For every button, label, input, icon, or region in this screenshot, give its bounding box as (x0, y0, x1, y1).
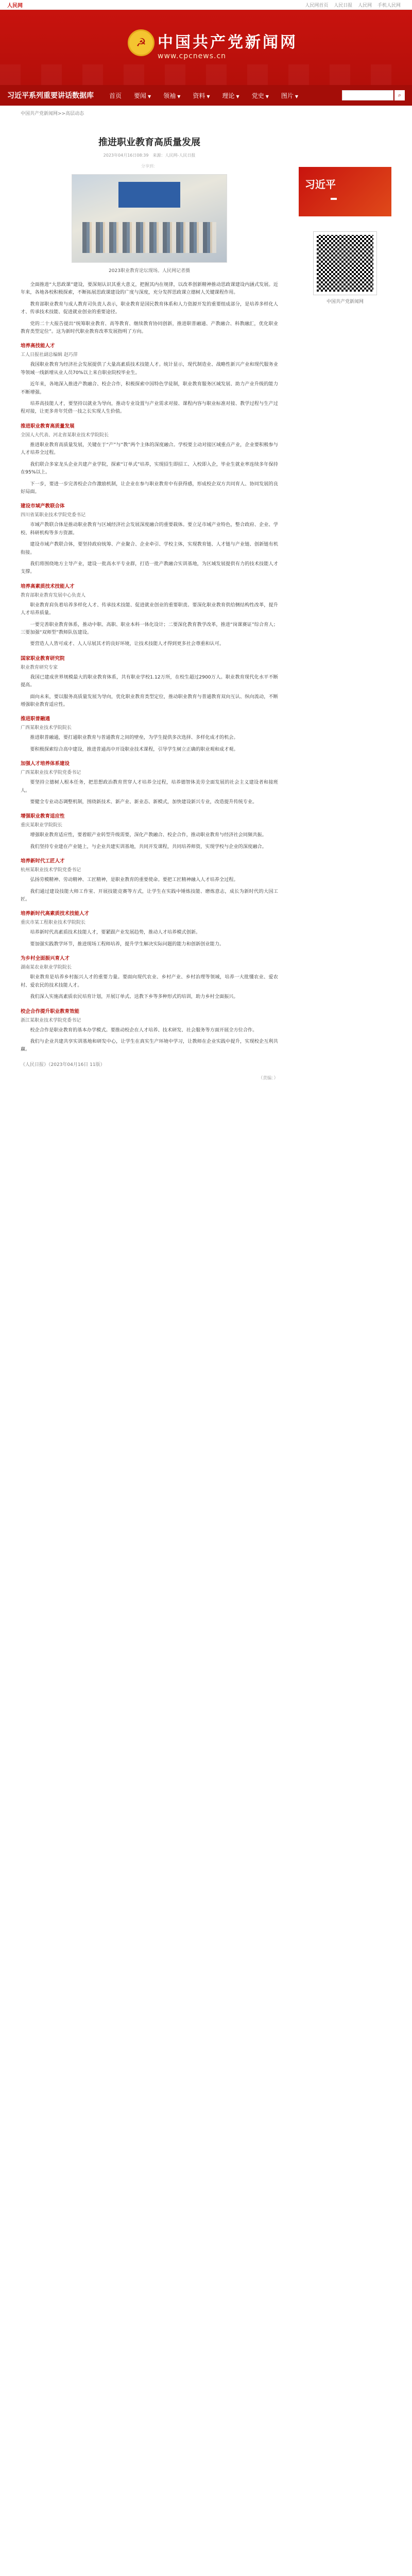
section-paragraph: 我们与企业共建共享实训基地和研发中心，让学生在真实生产环境中学习，让教师在企业实践中提升，实现校企互利共赢。 (21, 1038, 278, 1053)
site-url: www.cpcnews.cn (158, 52, 227, 60)
section-paragraph: 近年来，各地深入推进产教融合、校企合作，积极探索中国特色学徒制，职业教育服务区域发展、助力产业升级的能力不断增强。 (21, 381, 278, 395)
nav-brand[interactable]: 习近平系列重要讲话数据库 (7, 92, 94, 100)
site-title[interactable]: 中国共产党新闻网 (158, 33, 298, 52)
section-paragraph: 职业教育肩负着培养多样化人才、传承技术技能、促进就业创业的重要职责。要深化职业教育供给侧结构性改革，提升人才培养质量。 (21, 602, 278, 616)
nav-label: 首页 (109, 92, 122, 99)
section-paragraph: 推进职业教育高质量发展，关键在于“产”与“教”两个主体的深度融合。学校要主动对接区域重点产业，企业要积极参与人才培养全过程。 (21, 442, 278, 456)
section-title: 培养高技能人才 (21, 343, 55, 349)
section-author: 重庆市某工程职业技术学院院长 (21, 920, 86, 926)
source-line: 《人民日报》（2023年04月16日 11版） (21, 1062, 105, 1067)
section-title: 培养新时代高素质技术技能人才 (21, 911, 90, 917)
section-paragraph: 增强职业教育适应性，要着眼产业转型升级需要，深化产教融合、校企合作，推动职业教育与经济社会同频共振。 (30, 832, 267, 838)
main-nav (0, 85, 412, 106)
section-title: 国家职业教育研究院 (21, 655, 65, 662)
section-title: 推进职普融通 (21, 716, 50, 722)
chevron-down-icon: ▼ (295, 94, 299, 99)
section-title: 为乡村全面振兴育人才 (21, 956, 70, 962)
section-paragraph: 建设市域产教联合体，要坚持政府统筹、产业聚合、企业牵引、学校主体，实现教育链、人才链与产业链、创新链有机衔接。 (21, 541, 278, 555)
site-banner (0, 10, 412, 85)
section-paragraph: 职业教育是培养乡村振兴人才的重要力量。要面向现代农业、乡村产业、乡村治理等领域，培养一大批懂农业、爱农村、爱农民的技术技能人才。 (21, 974, 278, 988)
chevron-down-icon: ▼ (236, 94, 239, 99)
article-paragraph: 教育部职业教育与成人教育司负责人表示，职业教育是国民教育体系和人力资源开发的重要组成部分，是培养多样化人才、传承技术技能、促进就业创业的重要途径。 (21, 301, 278, 315)
nav-item-history[interactable] (252, 91, 269, 100)
section-author: 职业教育研究专家 (21, 665, 58, 670)
article-sections (21, 342, 278, 1053)
section-paragraph: 要坚持立德树人根本任务，把思想政治教育贯穿人才培养全过程，培养德智体美劳全面发展的社会主义建设者和接班人。 (21, 779, 278, 793)
photo-caption: 2023职业教育论坛现场。人民网记者摄 (109, 268, 190, 274)
search-icon[interactable]: ⌕ (394, 90, 405, 100)
nav-item-leader[interactable] (163, 91, 180, 100)
section-author: 教育部职业教育发展中心负责人 (21, 592, 86, 598)
section-author: 工人日报社副总编辑 赵巧萍 (21, 352, 78, 358)
topbar-link-3[interactable]: 人民网 (358, 3, 372, 8)
party-emblem-icon: ☭ (128, 29, 154, 56)
photo-audience (82, 222, 216, 253)
section-paragraph: 市域产教联合体是推动职业教育与区域经济社会发展深度融合的重要载体。要立足市域产业特色，整合政府、企业、学校、科研机构等多方资源。 (21, 522, 278, 536)
section-paragraph: 我国已建成世界规模最大的职业教育体系，共有职业学校1.12万所，在校生超过2900万人。职业教育现代化水平不断提高。 (21, 674, 278, 688)
article-paragraph: 党的二十大报告提出“统筹职业教育、高等教育、继续教育协同创新，推进职普融通、产教融合、科教融汇，优化职业教育类型定位”。这为新时代职业教育改革发展指明了方向。 (21, 320, 278, 335)
section-paragraph: 要健全专业动态调整机制，围绕新技术、新产业、新业态、新模式，加快建设新兴专业，改造提升传统专业。 (30, 799, 258, 805)
nav-item-news[interactable] (134, 91, 151, 100)
article-paragraph: 全面推进“大思政课”建设，要深刻认识其重大意义，把握其内在规律，以改革创新精神推动思政课建设内涵式发展。近年来，各地各校积极探索，不断拓展思政课建设的广度与深度，充分发挥思政课立德树人关键课程作用。 (21, 282, 278, 296)
section-paragraph: 推进职普融通，要打通职业教育与普通教育之间的壁垒，为学生提供多次选择、多样化成才的机会。 (30, 735, 238, 741)
qr-label: 中国共产党新闻网 (326, 299, 364, 304)
nav-label: 要闻 (134, 92, 147, 99)
section-paragraph: 我们联合多家龙头企业共建产业学院，探索“订单式”培养，实现招生即招工、入校即入企，毕业生就业率连续多年保持在95%以上。 (21, 461, 278, 476)
section-title: 加强人才培养体系建设 (21, 761, 70, 767)
article-photo (72, 174, 227, 263)
sidebar (299, 121, 391, 1081)
section-paragraph: 面向未来，要以服务高质量发展为导向，优化职业教育类型定位，推动职业教育与普通教育双向互认、纵向流动，不断增强职业教育适应性。 (21, 693, 278, 707)
nav-item-data[interactable] (193, 91, 210, 100)
section-author: 杭州某职业技术学院党委书记 (21, 868, 81, 873)
section-paragraph: 我国职业教育为经济社会发展提供了大量高素质技术技能人才。统计显示，现代制造业、战略性新兴产业和现代服务业等领域一线新增从业人员70%以上来自职业院校毕业生。 (21, 362, 278, 376)
nav-label: 资料 (193, 92, 205, 99)
section-title: 培养新时代工匠人才 (21, 858, 65, 865)
nav-item-photos[interactable] (281, 91, 298, 100)
editor-line: （责编：） (258, 1075, 278, 1081)
section-paragraph: 培养新时代高素质技术技能人才，要紧跟产业发展趋势，推动人才培养模式创新。 (30, 929, 201, 936)
sidebar-card-title: 习近平 (305, 178, 336, 191)
people-logo[interactable]: 人民网 (7, 3, 23, 9)
section-author: 浙江某职业技术学院党委书记 (21, 1018, 81, 1023)
section-author: 全国人大代表、河北省某职业技术学院院长 (21, 432, 109, 438)
section-title: 建设市域产教联合体 (21, 503, 65, 510)
article-title: 推进职业教育高质量发展 (98, 137, 200, 148)
article-meta: 2023年04月16日08:39 来源：人民网-人民日报 (103, 153, 196, 158)
section-title: 推进职业教育高质量发展 (21, 423, 75, 429)
chevron-down-icon: ▼ (177, 94, 181, 99)
section-title: 增强职业教育适应性 (21, 814, 65, 820)
sidebar-card-sub (331, 198, 337, 200)
section-paragraph: 要营造人人皆可成才、人人尽展其才的良好环境，让技术技能人才得到更多社会尊重和认可。 (30, 641, 225, 647)
section-author: 四川省某职业技术学院党委书记 (21, 513, 86, 518)
nav-item-theory[interactable] (222, 91, 239, 100)
share-tools[interactable]: 分享到： (141, 164, 158, 168)
topbar-links (305, 2, 405, 8)
content-wrap (0, 121, 412, 1081)
topbar-link-2[interactable]: 人民日报 (334, 3, 353, 8)
banner-decoration (0, 64, 412, 85)
article-main (21, 121, 278, 1081)
nav-label: 理论 (222, 92, 235, 99)
sidebar-feature-card[interactable] (299, 167, 391, 216)
section-author: 广西某职业技术学院党委书记 (21, 770, 81, 776)
nav-item-home[interactable] (109, 91, 122, 100)
section-paragraph: 我们通过建设技能大师工作室、开展技能竞赛等方式，让学生在实践中锤炼技能、磨炼意志，成长为新时代的大国工匠。 (21, 888, 278, 903)
section-author: 重庆某职业学院院长 (21, 823, 63, 828)
section-title: 培养高素质技术技能人才 (21, 583, 75, 589)
nav-label: 领袖 (163, 92, 176, 99)
section-author: 湖南某农业职业学院院长 (21, 965, 72, 971)
topbar-link-4[interactable]: 手机人民网 (377, 3, 401, 8)
section-paragraph: 我们坚持专业建在产业链上，与企业共建实训基地，共同开发课程，共同培养师资，实现学校与企业的深度融合。 (30, 843, 267, 850)
section-paragraph: 我们深入实施高素质农民培育计划，开展订单式、送教下乡等多种形式的培训，助力乡村全面振兴。 (30, 994, 238, 1000)
section-paragraph: 要加强实践教学环节，推进现场工程师培养，提升学生解决实际问题的能力和创新创业能力。 (30, 941, 225, 947)
chevron-down-icon: ▼ (265, 94, 269, 99)
section-paragraph: 要积极探索综合高中建设，推进普通高中开设职业技术课程，引导学生树立正确的职业观和成才观。 (30, 746, 238, 752)
section-title: 校企合作提升职业教育效能 (21, 1008, 80, 1014)
search-box (342, 90, 405, 100)
photo-screen (118, 182, 180, 208)
breadcrumb[interactable]: 中国共产党新闻网>>高层动态 (21, 111, 84, 116)
section-paragraph: 下一步，要进一步完善校企合作激励机制，让企业在参与职业教育中有获得感，形成校企双方共同育人、协同发展的良好局面。 (21, 481, 278, 495)
nav-label: 党史 (251, 92, 264, 99)
nav-label: 图片 (281, 92, 294, 99)
search-input[interactable] (342, 90, 393, 100)
chevron-down-icon: ▼ (148, 94, 151, 99)
section-paragraph: 一要完善职业教育体系，推动中职、高职、职业本科一体化设计；二要深化教育教学改革，推进“岗课赛证”综合育人；三要加强“双师型”教师队伍建设。 (21, 621, 278, 635)
qr-code-icon (314, 232, 376, 295)
section-author: 广西某职业技术学院院长 (21, 725, 72, 731)
topbar-link-1[interactable]: 人民网首页 (305, 3, 329, 8)
section-paragraph: 弘扬劳模精神、劳动精神、工匠精神，是职业教育的重要使命。要把工匠精神融入人才培养全过程。 (30, 877, 238, 883)
chevron-down-icon: ▼ (207, 94, 210, 99)
section-paragraph: 校企合作是职业教育的基本办学模式。要推动校企在人才培养、技术研发、社会服务等方面开展全方位合作。 (30, 1027, 258, 1033)
section-paragraph: 我们将围绕地方主导产业，建设一批高水平专业群，打造一批产教融合实训基地，为区域发展提供有力的技术技能人才支撑。 (21, 561, 278, 575)
section-paragraph: 培养高技能人才，要坚持以就业为导向，推动专业设置与产业需求对接、课程内容与职业标准对接、教学过程与生产过程对接，让更多青年凭借一技之长实现人生价值。 (21, 401, 278, 415)
topbar (0, 0, 412, 10)
